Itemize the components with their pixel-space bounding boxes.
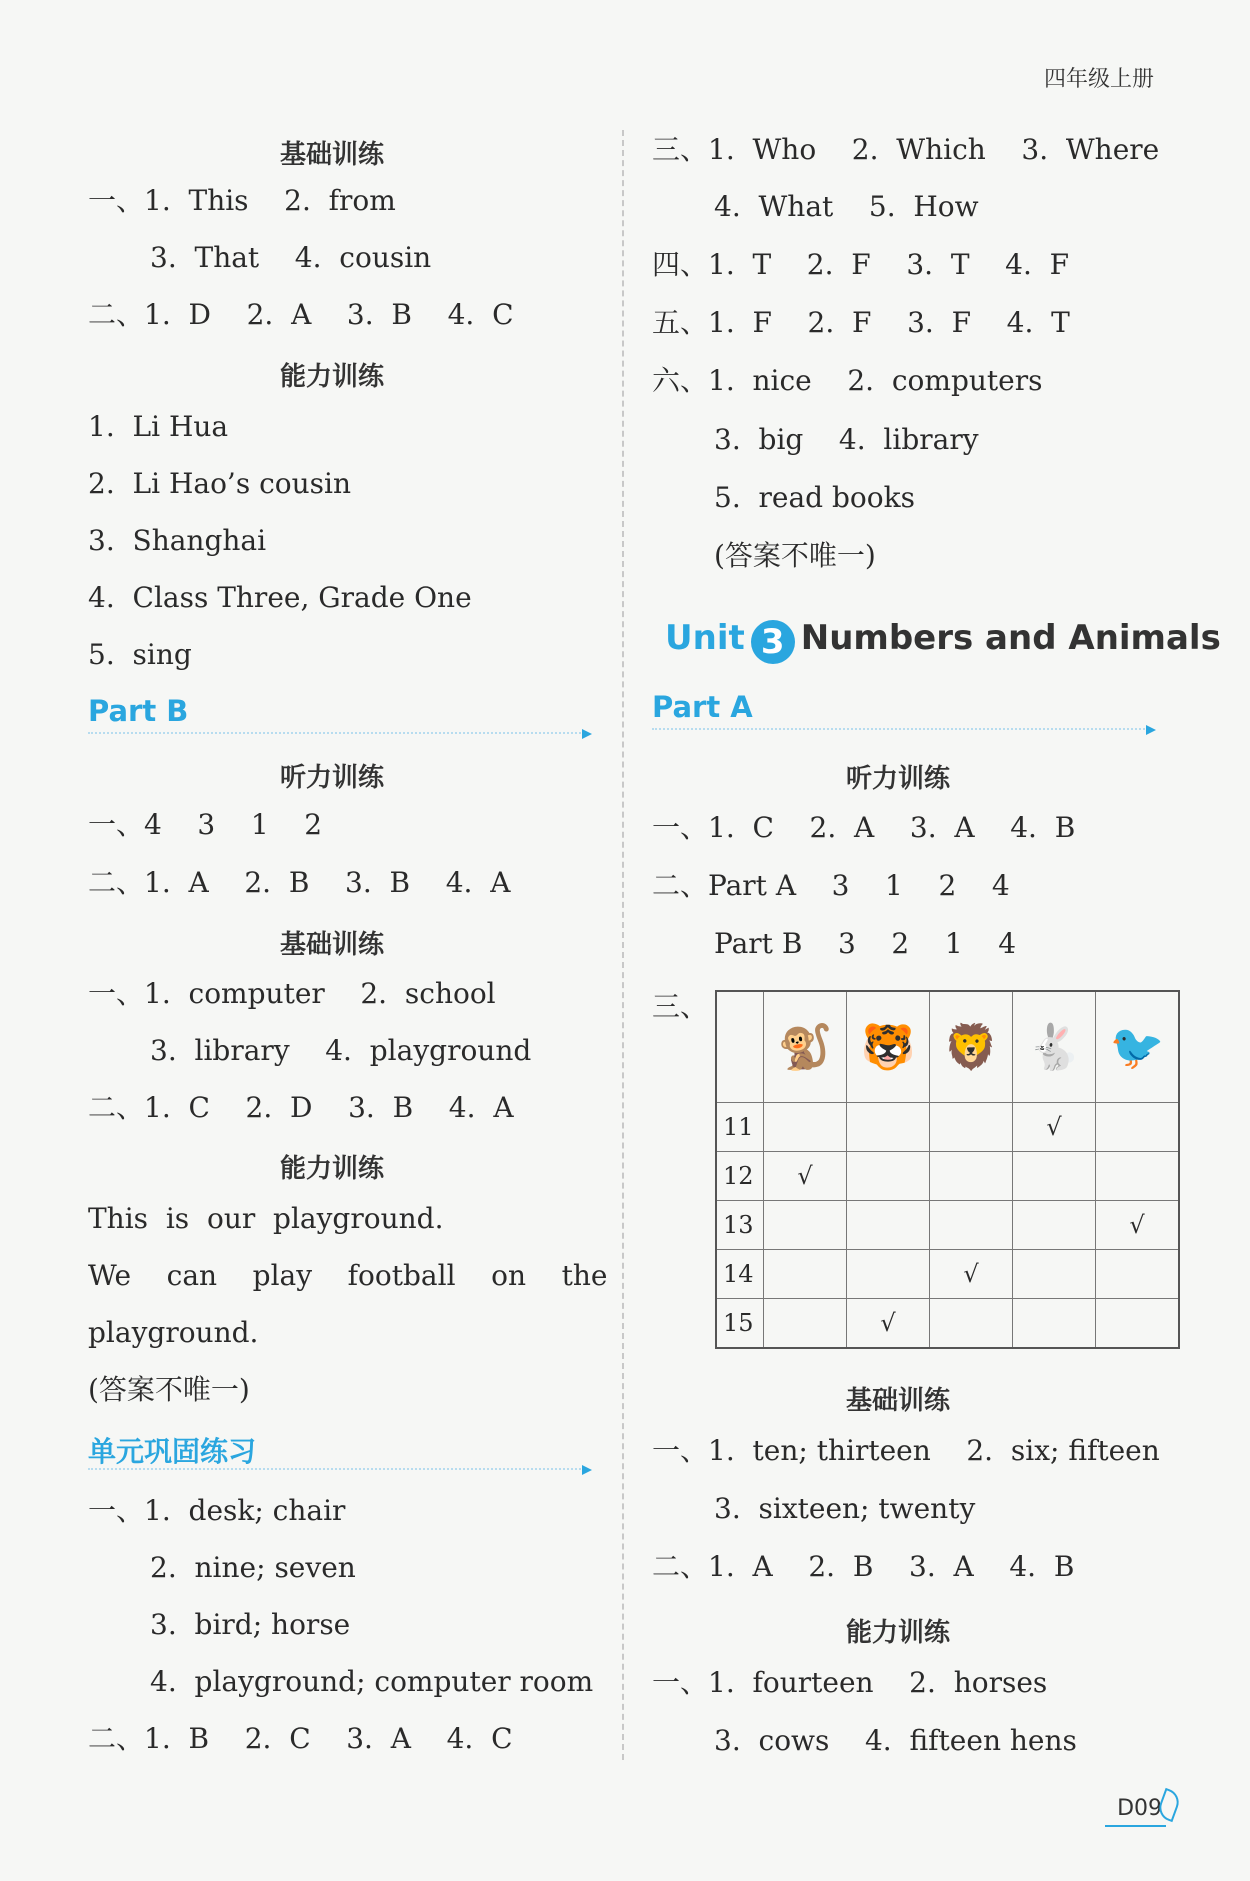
table-cell (1013, 1201, 1096, 1250)
section-title: 听力训练 (280, 763, 385, 793)
answer-line: 二、1. A 2. B 3. A 4. B (652, 1550, 1075, 1583)
section-title: 基础训练 (280, 930, 385, 960)
answer-line: 一、1. C 2. A 3. A 4. B (652, 811, 1076, 844)
part-title: Part A (652, 690, 753, 724)
answer-line: 一、1. fourteen 2. horses (652, 1666, 1048, 1699)
section-title: 能力训练 (280, 1154, 385, 1184)
unit-review-title: 单元巩固练习 (88, 1435, 257, 1468)
answer-line: 六、1. nice 2. computers (652, 364, 1043, 397)
row-number: 15 (716, 1299, 764, 1349)
answer-line: This is our playground. (88, 1202, 444, 1235)
animal-number-table (715, 990, 1180, 1349)
answer-line: 二、Part A 3 1 2 4 (652, 869, 1010, 902)
answer-line: 2. nine; seven (150, 1551, 356, 1584)
table-cell (764, 1103, 847, 1152)
answer-line: 3. Shanghai (88, 524, 267, 557)
monkey-icon: 🐒 (764, 991, 847, 1103)
answer-line: 3. That 4. cousin (150, 241, 432, 274)
answer-line: 5. read books (714, 481, 915, 514)
answer-line: 一、4 3 1 2 (88, 808, 323, 841)
row-number: 14 (716, 1250, 764, 1299)
table-cell (1013, 1250, 1096, 1299)
table-row (716, 1250, 1179, 1299)
answer-line: 4. Class Three, Grade One (88, 581, 472, 614)
section-title: 基础训练 (280, 140, 385, 170)
table-cell: √ (930, 1250, 1013, 1299)
answer-line: 二、1. D 2. A 3. B 4. C (88, 298, 514, 331)
table-cell (847, 1201, 930, 1250)
section-title: 听力训练 (846, 764, 951, 794)
table-cell: √ (847, 1299, 930, 1349)
table-cell (1096, 1152, 1180, 1201)
answer-line: 3. library 4. playground (150, 1034, 532, 1067)
answer-line: 5. sing (88, 638, 192, 671)
table-cell (1096, 1299, 1180, 1349)
table-cell (764, 1201, 847, 1250)
answer-note: (答案不唯一) (714, 539, 876, 572)
lion-icon: 🦁 (930, 991, 1013, 1103)
unit-word: Unit (665, 618, 745, 658)
part-title: Part B (88, 694, 189, 728)
table-cell (847, 1152, 930, 1201)
table-cell (847, 1103, 930, 1152)
section-title: 能力训练 (846, 1618, 951, 1648)
page-number: D09 (1117, 1796, 1162, 1821)
table-row (716, 1103, 1179, 1152)
table-cell (764, 1250, 847, 1299)
answer-line: 二、1. A 2. B 3. B 4. A (88, 866, 511, 899)
table-cell (930, 1201, 1013, 1250)
unit-heading (665, 618, 1221, 664)
answer-line: We can play football on the (88, 1259, 608, 1292)
answer-line: 2. Li Hao’s cousin (88, 467, 352, 500)
part-rule (88, 732, 588, 734)
table-cell (930, 1152, 1013, 1201)
answer-line: 4. What 5. How (714, 190, 979, 223)
answer-line: 一、1. desk; chair (88, 1494, 346, 1527)
table-cell (1013, 1299, 1096, 1349)
answer-line: 四、1. T 2. F 3. T 4. F (652, 248, 1070, 281)
answer-line: 三、 (652, 990, 709, 1023)
table-cell (930, 1299, 1013, 1349)
answer-line: 五、1. F 2. F 3. F 4. T (652, 306, 1070, 339)
part-rule (88, 1468, 588, 1470)
unit-number-badge: 3 (751, 620, 795, 664)
answer-line: 4. playground; computer room (150, 1665, 594, 1698)
table-cell: √ (1013, 1103, 1096, 1152)
answer-line: 3. bird; horse (150, 1608, 351, 1641)
table-cell (930, 1103, 1013, 1152)
row-number: 13 (716, 1201, 764, 1250)
part-rule (652, 728, 1152, 730)
table-row (716, 1201, 1179, 1250)
answer-line: 3. cows 4. fifteen hens (714, 1724, 1077, 1757)
answer-line: 三、1. Who 2. Which 3. Where (652, 133, 1160, 166)
answer-line: 3. big 4. library (714, 423, 979, 456)
table-cell (1013, 1152, 1096, 1201)
table-cell (847, 1250, 930, 1299)
section-title: 能力训练 (280, 362, 385, 392)
answer-line: playground. (88, 1316, 259, 1349)
table-cell (764, 1299, 847, 1349)
answer-line: 一、1. computer 2. school (88, 977, 496, 1010)
answer-line: 1. Li Hua (88, 410, 229, 443)
answer-line: Part B 3 2 1 4 (714, 927, 1017, 960)
answer-line: 一、1. This 2. from (88, 184, 396, 217)
row-number: 12 (716, 1152, 764, 1201)
column-divider (622, 130, 624, 1760)
rabbit-icon: 🐇 (1013, 991, 1096, 1103)
answer-note: (答案不唯一) (88, 1373, 250, 1406)
grade-label: 四年级上册 (1043, 67, 1154, 92)
table-corner (716, 991, 764, 1103)
bird-icon: 🐦 (1096, 991, 1180, 1103)
answer-line: 一、1. ten; thirteen 2. six; fifteen (652, 1434, 1160, 1467)
answer-line: 二、1. C 2. D 3. B 4. A (88, 1091, 514, 1124)
table-header-row (716, 991, 1179, 1103)
table-cell (1096, 1250, 1180, 1299)
table-cell (1096, 1103, 1180, 1152)
section-title: 基础训练 (846, 1386, 951, 1416)
table-cell: √ (1096, 1201, 1180, 1250)
table-cell: √ (764, 1152, 847, 1201)
unit-title: Numbers and Animals (800, 618, 1221, 658)
table-row (716, 1152, 1179, 1201)
answer-line: 二、1. B 2. C 3. A 4. C (88, 1722, 513, 1755)
answer-line: 3. sixteen; twenty (714, 1492, 976, 1525)
row-number: 11 (716, 1103, 764, 1152)
table-row (716, 1299, 1179, 1349)
tiger-icon: 🐯 (847, 991, 930, 1103)
